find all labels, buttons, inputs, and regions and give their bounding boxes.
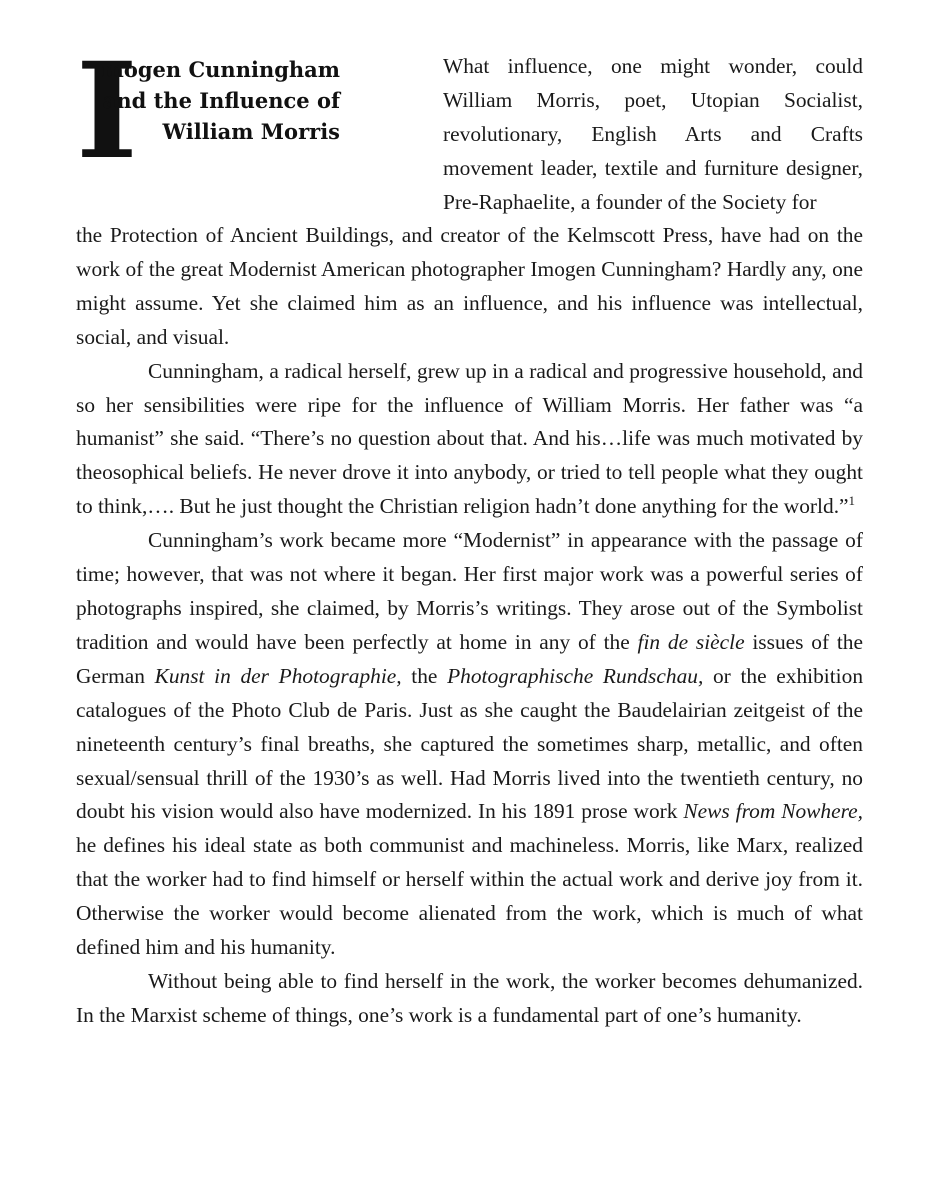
italic-fin-de-siecle: fin de siècle [637,629,745,654]
chapter-title [102,54,340,147]
italic-kunst-title: Kunst in der Photographie, [154,663,402,688]
body-text [76,219,863,1033]
italic-rundschau-title: Photographische Rundschau, [447,663,704,688]
paragraph-3-text-b: issues of the German [76,629,863,688]
intro-paragraph: What influence, one might wonder, could William Morris, poet, Utopian Socialist, revolutionary, English Arts and Crafts movement leader, textile and furniture designer, Pre-Raphaelite, a founder of the Society for [443,54,863,214]
paragraph-4: Without being able to find herself in the work, the worker becomes dehumanized. In the Marxist scheme of things, one’s work is a fundamental part of one’s humanity. [76,968,863,1027]
drop-cap: I [76,34,138,189]
title-line-2: and the Influence of [102,88,340,113]
paragraph-3-text-d: or the exhibition catalogues of the Photo Club de Paris. Just as she caught the Baudelairian zeitgeist of the nineteenth century’s final breaths, she captured the sometimes sharp, metallic, and often sexual/sensual thrill of the 1930’s as well. Had Morris lived into the twentieth century, no doubt his vision would also have modernized. In his 1891 prose work [76,663,864,824]
title-line-3: William Morris [162,119,340,144]
paragraph-2-text: Cunningham, a radical herself, grew up in a radical and progressive household, and so her sensibilities were ripe for the influence of William Morris. Her father was “a humanist” she said. “There’s no question about that. And his…life was much motivated by theosophical beliefs. He never drove it into anybody, or tried to tell people what they ought to think,…. But he just thought the Christian religion hadn’t done anything for the world.” [76,358,863,519]
title-line-1: mogen Cunningham [101,57,340,82]
paragraph-3 [76,524,863,965]
paragraph-3-text-a: Cunningham’s work became more “Modernist” in appearance with the passage of time; however, that was not where it began. Her first major work was a powerful series of photographs inspired, she claimed, by Morris’s writings. They arose out of the Symbolist tradition and would have been perfectly at home in any of the [76,528,863,654]
footnote-marker: 1 [848,493,856,509]
italic-news-from-nowhere: News from Nowhere, [683,799,863,824]
paragraph-3-text-c: the [401,663,448,688]
paragraph-2 [76,355,863,525]
paragraph-3-text-e: he defines his ideal state as both communist and machineless. Morris, like Marx, realized that the worker had to find himself or herself within the actual work and derive joy from it. Otherwise the worker would become alienated from the work, which is much of what defined him and his humanity. [76,833,863,960]
chapter-heading [76,34,366,196]
paragraph-1: the Protection of Ancient Buildings, and creator of the Kelmscott Press, have had on the work of the great Modernist American photographer Imogen Cunningham? Hardly any, one might assume. Yet she claimed him as an influence, and his influence was intellectual, social, and visual. [76,223,863,349]
